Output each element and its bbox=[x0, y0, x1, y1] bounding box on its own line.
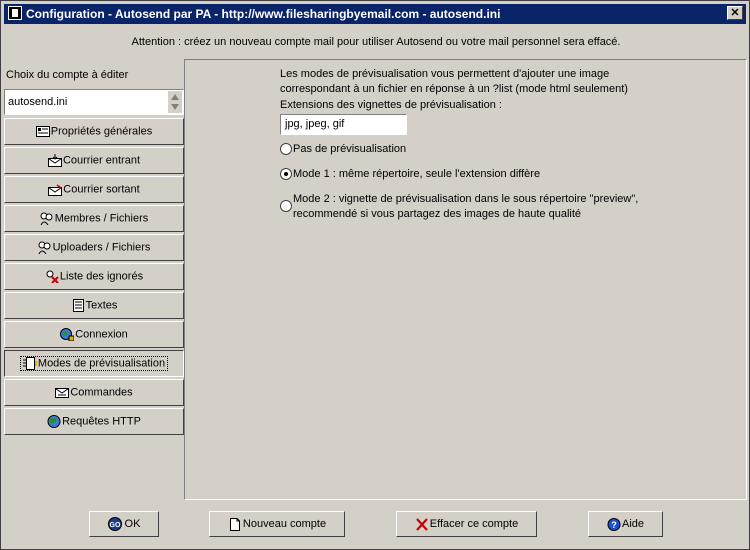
description-line: Les modes de prévisualisation vous permettent d'ajouter une image bbox=[280, 68, 610, 80]
help-icon bbox=[607, 518, 621, 531]
nav-label: Membres / Fichiers bbox=[54, 212, 149, 225]
warning-notice: Attention : créez un nouveau compte mail pour utiliser Autosend ou votre mail personnel sera effacé. bbox=[131, 36, 621, 48]
nav-courrier-sortant[interactable] bbox=[4, 176, 184, 203]
nav-textes[interactable] bbox=[4, 292, 184, 319]
nav-label: Courrier sortant bbox=[63, 183, 140, 196]
nav-label: Uploaders / Fichiers bbox=[52, 241, 151, 254]
radio-mode-1[interactable] bbox=[280, 167, 540, 182]
uploaders-icon bbox=[38, 241, 52, 254]
radio-label-line: recommendé si vous partagez des images de haute qualité bbox=[293, 208, 582, 220]
description-line: correspondant à un fichier en réponse à un ?list (mode html seulement) bbox=[280, 83, 628, 95]
account-select[interactable] bbox=[4, 89, 184, 115]
nav-label: Liste des ignorés bbox=[59, 270, 144, 283]
account-spinner[interactable] bbox=[168, 91, 182, 113]
help-button[interactable] bbox=[588, 511, 663, 537]
account-value: autosend.ini bbox=[8, 96, 68, 108]
nav-modes-de-previsualisation[interactable] bbox=[4, 350, 184, 377]
preview-settings-panel bbox=[184, 59, 747, 500]
commands-icon bbox=[55, 386, 69, 399]
http-requests-icon bbox=[47, 415, 61, 428]
nav-connexion[interactable] bbox=[4, 321, 184, 348]
nav-courrier-entrant[interactable] bbox=[4, 147, 184, 174]
window-title: Configuration - Autosend par PA - http://www.filesharingbyemail.com - autosend.ini bbox=[26, 7, 501, 21]
extensions-input[interactable]: jpg, jpeg, gif bbox=[280, 114, 407, 135]
radio-button-selected-icon[interactable] bbox=[280, 168, 292, 180]
radio-mode-2[interactable] bbox=[280, 192, 638, 222]
nav-proprietes-generales[interactable] bbox=[4, 118, 184, 145]
radio-label: Mode 1 : même répertoire, seule l'extension diffère bbox=[293, 168, 541, 180]
delete-account-label: Effacer ce compte bbox=[429, 518, 519, 530]
texts-icon bbox=[71, 299, 85, 312]
ignored-list-icon bbox=[45, 270, 59, 283]
preview-modes-icon bbox=[23, 357, 37, 370]
radio-button-icon[interactable] bbox=[280, 200, 292, 212]
nav-label: Connexion bbox=[75, 328, 128, 341]
ok-label: OK bbox=[124, 518, 141, 530]
nav-label: Textes bbox=[85, 299, 118, 312]
members-icon bbox=[40, 212, 54, 225]
spin-down-icon[interactable] bbox=[171, 104, 179, 110]
new-account-label: Nouveau compte bbox=[242, 518, 327, 530]
delete-x-icon bbox=[415, 518, 429, 531]
nav-label: Modes de prévisualisation bbox=[37, 357, 166, 370]
close-button[interactable]: ✕ bbox=[727, 6, 743, 20]
properties-icon bbox=[36, 125, 50, 138]
delete-account-button[interactable] bbox=[396, 511, 537, 537]
new-document-icon bbox=[228, 518, 242, 531]
nav-label: Courrier entrant bbox=[62, 154, 141, 167]
app-icon bbox=[8, 6, 22, 20]
svg-text:?: ? bbox=[611, 519, 617, 530]
nav-membres-fichiers[interactable] bbox=[4, 205, 184, 232]
radio-label bbox=[293, 192, 638, 222]
radio-label-line: Mode 2 : vignette de prévisualisation dans le sous répertoire "preview", bbox=[293, 193, 639, 205]
radio-button-icon[interactable] bbox=[280, 143, 292, 155]
help-label: Aide bbox=[621, 518, 645, 530]
nav-commandes[interactable] bbox=[4, 379, 184, 406]
connection-icon bbox=[60, 328, 74, 341]
nav-liste-des-ignores[interactable] bbox=[4, 263, 184, 290]
account-label: Choix du compte à éditer bbox=[6, 69, 129, 81]
incoming-mail-icon bbox=[48, 154, 62, 167]
go-icon bbox=[108, 517, 124, 531]
nav-label: Propriétés générales bbox=[50, 125, 153, 138]
preview-description bbox=[280, 67, 660, 97]
new-account-button[interactable] bbox=[209, 511, 345, 537]
extensions-label: Extensions des vignettes de prévisualisation : bbox=[280, 99, 502, 111]
svg-text:GO: GO bbox=[109, 522, 120, 529]
nav-label: Commandes bbox=[70, 386, 133, 399]
radio-no-preview[interactable] bbox=[280, 142, 406, 157]
nav-label: Requêtes HTTP bbox=[62, 415, 141, 428]
spin-up-icon[interactable] bbox=[171, 94, 179, 100]
nav-uploaders-fichiers[interactable] bbox=[4, 234, 184, 261]
title-bar[interactable] bbox=[4, 4, 746, 24]
nav-requetes-http[interactable] bbox=[4, 408, 184, 435]
radio-label: Pas de prévisualisation bbox=[293, 143, 407, 155]
outgoing-mail-icon bbox=[48, 183, 62, 196]
ok-button[interactable] bbox=[89, 511, 159, 537]
